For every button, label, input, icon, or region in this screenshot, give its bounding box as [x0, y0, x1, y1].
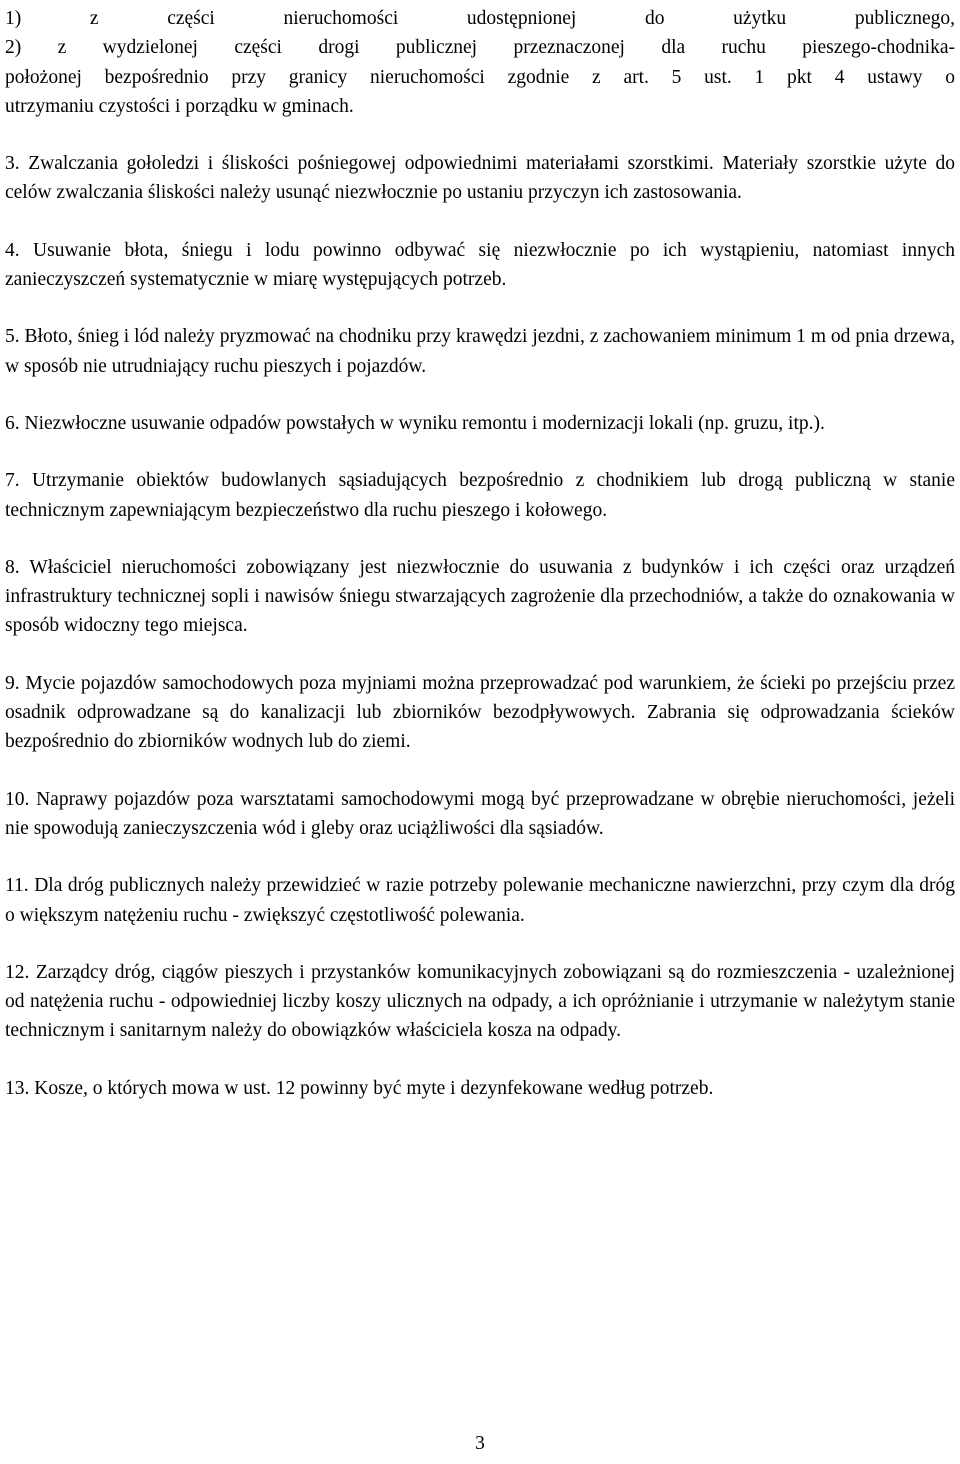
document-page	[5, 4, 955, 1131]
paragraph-12: 12. Zarządcy dróg, ciągów pieszych i przystanków komunikacyjnych zobowiązani są do rozmieszczenia - uzależnionej od natężenia ruchu - odpowiedniej liczby koszy ulicznych na odpady, a ich opróżnianie i utrzymanie w należytym stanie technicznym i sanitarnym należy do obowiązków właściciela kosza na odpady.	[5, 961, 955, 1042]
paragraph-5: 5. Błoto, śnieg i lód należy pryzmować na chodniku przy krawędzi jezdni, z zachowaniem minimum 1 m od pnia drzewa, w sposób nie utrudniający ruchu pieszych i pojazdów.	[5, 326, 955, 377]
intro-list	[5, 4, 955, 121]
paragraph-6: 6. Niezwłoczne usuwanie odpadów powstałych w wyniku remontu i modernizacji lokali (np. gruzu, itp.).	[5, 412, 825, 434]
paragraph-13: 13. Kosze, o których mowa w ust. 12 powinny być myte i dezynfekowane według potrzeb.	[5, 1077, 714, 1099]
paragraph-10: 10. Naprawy pojazdów poza warsztatami samochodowymi mogą być przeprowadzane w obrębie nieruchomości, jeżeli nie spowodują zanieczyszczenia wód i gleby oraz uciążliwości dla sąsiadów.	[5, 788, 955, 839]
intro-line-4: utrzymaniu czystości i porządku w gminach.	[5, 95, 354, 117]
paragraph-9: 9. Mycie pojazdów samochodowych poza myjniami można przeprowadzać pod warunkiem, że ścieki po przejściu przez osadnik odprowadzane są do kanalizacji lub zbiorników bezodpływowych. Zabrania się odprowadzania ścieków bezpośrednio do zbiorników wodnych lub do ziemi.	[5, 672, 955, 753]
page-number: 3	[475, 1433, 485, 1454]
intro-line-3: położonej bezpośrednio przy granicy nieruchomości zgodnie z art. 5 ust. 1 pkt 4 ustawy o	[5, 66, 955, 88]
paragraph-7: 7. Utrzymanie obiektów budowlanych sąsiadujących bezpośrednio z chodnikiem lub drogą publiczną w stanie technicznym zapewniającym bezpieczeństwo dla ruchu pieszego i kołowego.	[5, 470, 955, 521]
paragraph-4: 4. Usuwanie błota, śniegu i lodu powinno odbywać się niezwłocznie po ich wystąpieniu, natomiast innych zanieczyszczeń systematycznie w miarę występujących potrzeb.	[5, 239, 955, 291]
paragraph-3: 3. Zwalczania gołoledzi i śliskości pośniegowej odpowiednimi materiałami szorstkimi. Materiały szorstkie użyte do celów zwalczania śliskości należy usunąć niezwłocznie po ustaniu przyczyn ich zastosowania.	[5, 153, 955, 204]
paragraph-8: 8. Właściciel nieruchomości zobowiązany jest niezwłocznie do usuwania z budynków i ich części oraz urządzeń infrastruktury technicznej sopli i nawisów śniegu stwarzających zagrożenie dla przechodniów, a także do oznakowania w sposób widoczny tego miejsca.	[5, 556, 955, 637]
intro-line-2: 2) z wydzielonej części drogi publicznej przeznaczonej dla ruchu pieszego-chodnika-	[5, 37, 955, 59]
intro-line-1: 1) z części nieruchomości udostępnionej do użytku publicznego,	[5, 8, 955, 29]
paragraph-11: 11. Dla dróg publicznych należy przewidzieć w razie potrzeby polewanie mechaniczne nawierzchni, przy czym dla dróg o większym natężeniu ruchu - zwiększyć częstotliwość polewania.	[5, 875, 955, 926]
